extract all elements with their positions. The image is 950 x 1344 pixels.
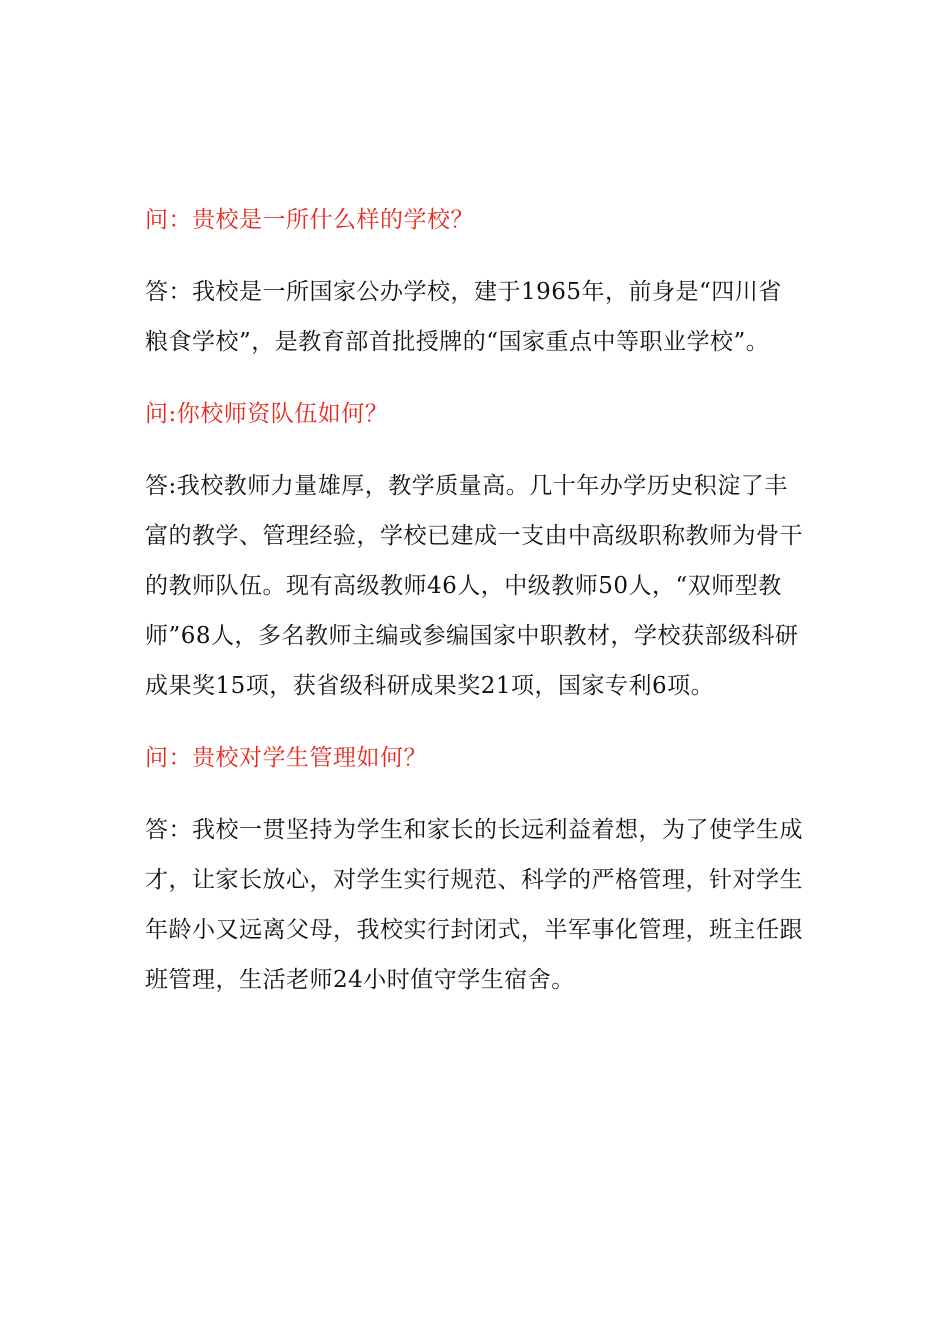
answer-student-management: 答：我校一贯坚持为学生和家长的长远利益着想，为了使学生成才，让家长放心，对学生实行规范、科学的严格管理，针对学生年龄小又远离父母，我校实行封闭式，半军事化管理，班主任跟班管理，生活老师24小时值守学生宿舍。 <box>145 817 803 993</box>
qa-student-management <box>145 733 805 1005</box>
question-faculty: 问:你校师资队伍如何？ <box>145 401 389 427</box>
answer-school-type: 答：我校是一所国家公办学校，建于1965年，前身是“四川省粮食学校”，是教育部首批授牌的“国家重点中等职业学校”。 <box>145 279 782 355</box>
answer-faculty: 答:我校教师力量雄厚，教学质量高。几十年办学历史积淀了丰富的教学、管理经验，学校已建成一支由中高级职称教师为骨干的教师队伍。现有高级教师46人，中级教师50人，“双师型教师”68人，多名教师主编或参编国家中职教材，学校获部级科研成果奖15项，获省级科研成果奖21项，国家专利6项。 <box>145 473 803 699</box>
question-student-management: 问：贵校对学生管理如何？ <box>145 745 427 771</box>
qa-faculty <box>145 389 805 711</box>
document-page <box>145 195 805 1027</box>
qa-school-type <box>145 195 805 367</box>
question-school-type: 问：贵校是一所什么样的学校？ <box>145 207 474 233</box>
